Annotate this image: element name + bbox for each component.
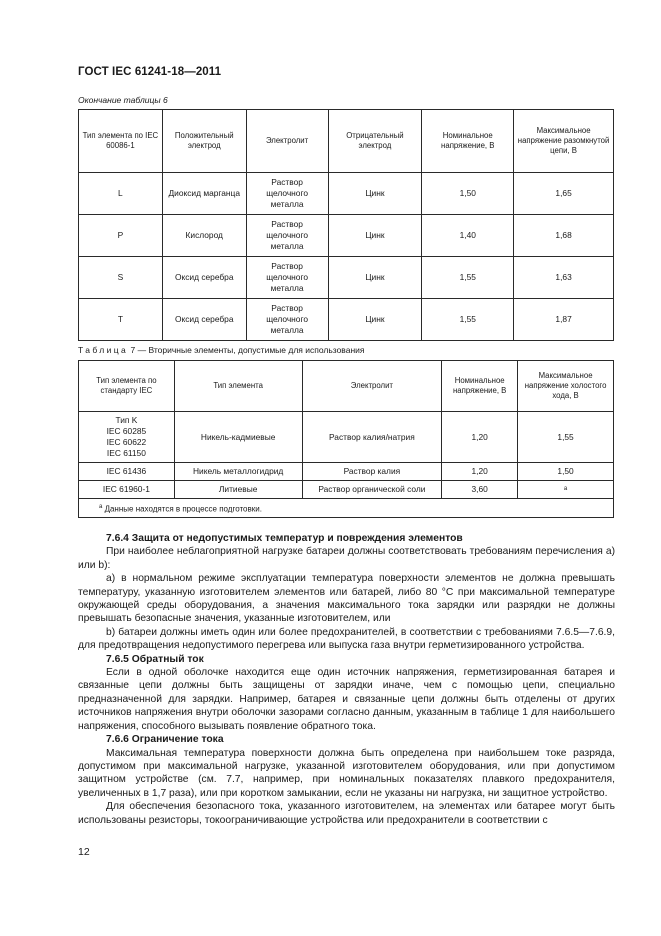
- table-cell: Кислород: [162, 215, 246, 257]
- section-heading: 7.6.4 Защита от недопустимых температур и повреждения элементов: [106, 533, 463, 544]
- table-cell: 3,60: [442, 481, 518, 499]
- table-cell: Литиевые: [174, 481, 302, 499]
- table6-col-header: Тип элемента по IEC 60086-1: [79, 110, 163, 173]
- table7-col-header: Номинальное напряжение, В: [442, 361, 518, 412]
- paragraph: Для обеспечения безопасного тока, указанного изготовителем, на элементах или батарее могут быть использованы резисторы, токоограничивающие устройства или предохранители в соответствии с: [78, 801, 615, 826]
- table-cell: 1,40: [422, 215, 514, 257]
- table6-col-header: Положительный электрод: [162, 110, 246, 173]
- table7-col-header: Тип элемента: [174, 361, 302, 412]
- table-cell: Раствор щелочного металла: [246, 299, 328, 341]
- table-cell: S: [79, 257, 163, 299]
- document-header: ГОСТ IEC 61241-18—2011: [78, 66, 222, 78]
- table-cell: a: [518, 481, 614, 499]
- table-row: [79, 412, 614, 463]
- table-cell: Цинк: [328, 215, 422, 257]
- table-cell: IEC 61436: [79, 463, 175, 481]
- table-cell: 1,87: [514, 299, 614, 341]
- table-cell: Никель металлогидрид: [174, 463, 302, 481]
- table-cell: L: [79, 173, 163, 215]
- table6-col-header: Максимальное напряжение разомкнутой цепи, В: [514, 110, 614, 173]
- table-cell: 1,55: [422, 257, 514, 299]
- paragraph: b) батареи должны иметь один или более предохранителей, в соответствии с требованиями 7.6.5—7.6.9, для предотвращения недопустимого перегрева или выпуска газа внутри герметизированного устройства.: [78, 626, 615, 652]
- table-cell: Цинк: [328, 299, 422, 341]
- table7-col-header: Тип элемента по стандарту IEC: [79, 361, 175, 412]
- table6-col-header: Электролит: [246, 110, 328, 173]
- table-cell: Раствор калия/натрия: [302, 412, 442, 463]
- table-row: [79, 173, 614, 215]
- table-cell: Раствор щелочного металла: [246, 215, 328, 257]
- table-cell: Раствор щелочного металла: [246, 257, 328, 299]
- table6-col-header: Отрицательный электрод: [328, 110, 422, 173]
- table7-footnote: [79, 499, 614, 518]
- table-6: [78, 109, 614, 341]
- table-cell: 1,20: [442, 463, 518, 481]
- section-heading: 7.6.6 Ограничение тока: [106, 734, 224, 746]
- table-cell: 1,55: [518, 412, 614, 463]
- paragraph: Если в одной оболочке находится еще один источник напряжения, герметизированная батарея и связанные цепи должны быть защищены от зарядки иначе, чем с помощью цепи, специально предназначенной для зарядки. Например, батарея и связанные цепи должны быть отделены от других источников напряжения внутри оболочки зазорами согласно данным, указанным в таблице 1 для наибольшего напряжения, способного вызывать появление обратного тока.: [78, 667, 615, 732]
- table7-caption-text: 7 — Вторичные элементы, допустимые для использования: [128, 345, 365, 355]
- table6-continuation-label: Окончание таблицы 6: [78, 95, 168, 105]
- footnote-mark: a: [99, 503, 103, 510]
- table-row: [79, 463, 614, 481]
- table-cell: 1,55: [422, 299, 514, 341]
- section-heading: 7.6.5 Обратный ток: [106, 653, 204, 665]
- table7-header-row: [79, 361, 614, 412]
- paragraph: а) в нормальном режиме эксплуатации температура поверхности элементов не должна превышать температуру, указанную изготовителем элементов или батарей, либо 80 °С при максимальной температуре окружающей среды оборудования, а значения максимального тока зарядки или разрядки не должны превышать безопасные значения, указанные изготовителем, или: [78, 573, 615, 625]
- table-cell: P: [79, 215, 163, 257]
- table-cell: Раствор щелочного металла: [246, 173, 328, 215]
- table7-col-header: Максимальное напряжение холостого хода, В: [518, 361, 614, 412]
- table-cell: IEC 61960-1: [79, 481, 175, 499]
- table-row: [79, 257, 614, 299]
- table-cell: 1,65: [514, 173, 614, 215]
- table-cell: Никель-кадмиевые: [174, 412, 302, 463]
- paragraph: При наиболее неблагоприятной нагрузке батареи должны соответствовать требованиям перечисления а) или b):: [78, 546, 615, 571]
- table-cell: 1,20: [442, 412, 518, 463]
- table7-caption-prefix: Таблица: [78, 345, 129, 355]
- table-cell: 1,50: [518, 463, 614, 481]
- table-row: [79, 299, 614, 341]
- table-cell: Оксид серебра: [162, 299, 246, 341]
- table-row: [79, 481, 614, 499]
- table-cell: Цинк: [328, 173, 422, 215]
- table7-caption: [78, 345, 365, 355]
- page-number: 12: [78, 846, 90, 858]
- table-cell: Раствор органической соли: [302, 481, 442, 499]
- table-cell: 1,68: [514, 215, 614, 257]
- table-cell: 1,63: [514, 257, 614, 299]
- table-7: [78, 360, 614, 518]
- body-text: [78, 532, 615, 827]
- table-cell: Оксид серебра: [162, 257, 246, 299]
- table-cell: 1,50: [422, 173, 514, 215]
- table-cell: Диоксид марганца: [162, 173, 246, 215]
- table7-col-header: Электролит: [302, 361, 442, 412]
- table-row: [79, 215, 614, 257]
- table-cell: T: [79, 299, 163, 341]
- table7-footnote-row: [79, 499, 614, 518]
- table6-col-header: Номинальное напряжение, В: [422, 110, 514, 173]
- paragraph: Максимальная температура поверхности должна быть определена при наибольшем токе разряда, допустимом при максимальной нагрузке, указанной изготовителем оборудования, или при допустимом защитном устройстве (см. 7.7, например, при номинальных показателях плавкого предохранителя, увеличенных в 1,7 раза), или при коротком замыкании, если не указаны ни нагрузка, ни защитное устройство.: [78, 747, 615, 799]
- table6-header-row: [79, 110, 614, 173]
- table-cell: Цинк: [328, 257, 422, 299]
- table-cell: Тип K IEC 60285 IEC 60622 IEC 61150: [79, 412, 175, 463]
- table-cell: Раствор калия: [302, 463, 442, 481]
- footnote-text: Данные находятся в процессе подготовки.: [102, 504, 262, 514]
